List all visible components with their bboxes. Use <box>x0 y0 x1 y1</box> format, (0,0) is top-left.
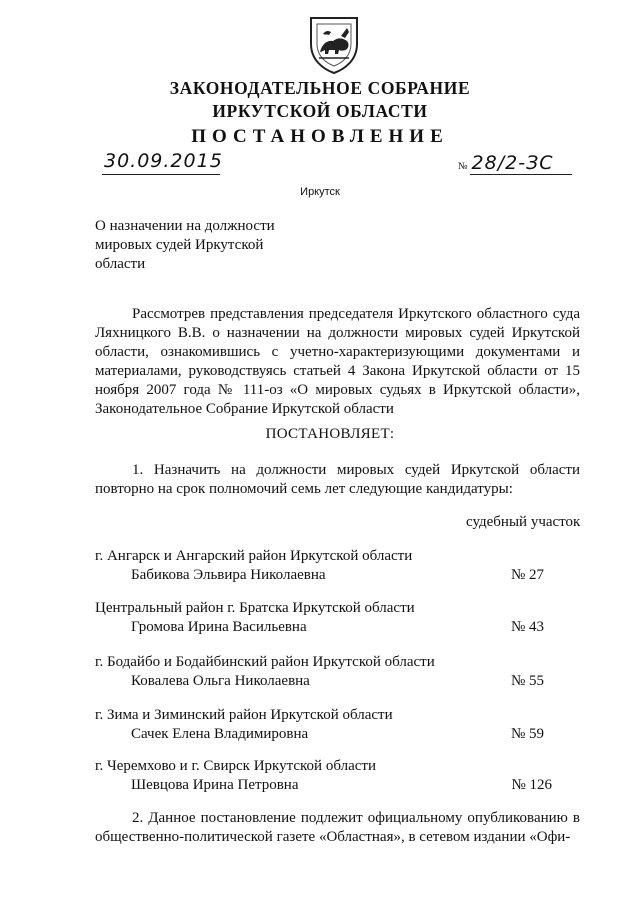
decree-heading: ПОСТАНОВЛЯЕТ: <box>265 426 395 442</box>
preamble-paragraph: Рассмотрев представления председателя Иркутского областного суда Ляхницкого В.В. о назначении на должности мировых судей Иркутской области, ознакомившись с учетно-характеризующими документами и материалами, руководствуясь статьей 4 Закона Иркутской области от 15 ноября 2007 года № 111-оз «О мировых судьях в Иркутской области», Законодательное Собрание Иркутской области <box>95 306 580 417</box>
appointment-entry <box>95 653 580 691</box>
item-1-paragraph: 1. Назначить на должности мировых судей Иркутской области повторно на срок полномочий семь лет следующие кандидатуры: <box>95 462 580 497</box>
appointment-name: Бабикова Эльвира Николаевна <box>131 567 326 583</box>
document-type: ПОСТАНОВЛЕНИЕ <box>191 126 449 147</box>
appointment-district: г. Бодайбо и Бодайбинский район Иркутской области <box>95 654 435 670</box>
appointment-entry <box>95 599 580 637</box>
city: Иркутск <box>300 186 340 198</box>
appointment-district: г. Черемхово и г. Свирск Иркутской области <box>95 758 376 774</box>
item-2-paragraph: 2. Данное постановление подлежит официальному опубликованию в общественно-политической газете «Областная», в сетевом издании «Офи- <box>95 810 580 845</box>
appointment-name: Сачек Елена Владимировна <box>131 726 309 742</box>
appointment-name: Ковалева Ольга Николаевна <box>131 673 310 689</box>
appointment-district: г. Зима и Зиминский район Иркутской области <box>95 707 393 723</box>
irkutsk-coat-of-arms-icon <box>303 14 365 76</box>
document-number-value: 28/2-ЗС <box>471 152 554 174</box>
appointment-plot: № 27 <box>510 567 544 583</box>
organization-name-line2: ИРКУТСКОЙ ОБЛАСТИ <box>212 101 428 121</box>
appointment-plot: № 43 <box>510 619 544 635</box>
appointment-plot: № 59 <box>510 726 544 742</box>
appointment-entry <box>95 547 580 585</box>
number-underline <box>470 174 572 175</box>
appointment-plot: № 55 <box>510 673 544 689</box>
document-subject: О назначении на должности мировых судей Иркутской области <box>95 218 275 272</box>
appointment-district: Центральный район г. Братска Иркутской области <box>95 600 415 616</box>
organization-name-line1: ЗАКОНОДАТЕЛЬНОЕ СОБРАНИЕ <box>169 78 471 98</box>
appointment-name: Шевцова Ирина Петровна <box>131 777 299 793</box>
appointment-entry <box>95 706 580 744</box>
column-header-plot: судебный участок <box>466 514 581 530</box>
document-date: 30.09.2015 <box>104 150 223 172</box>
appointment-name: Громова Ирина Васильевна <box>131 619 307 635</box>
appointment-plot: № 126 <box>511 777 552 793</box>
number-sign: № <box>458 161 468 172</box>
appointment-entry <box>95 757 580 795</box>
date-underline <box>102 174 220 175</box>
document-number <box>458 152 554 174</box>
appointment-district: г. Ангарск и Ангарский район Иркутской области <box>95 548 413 564</box>
